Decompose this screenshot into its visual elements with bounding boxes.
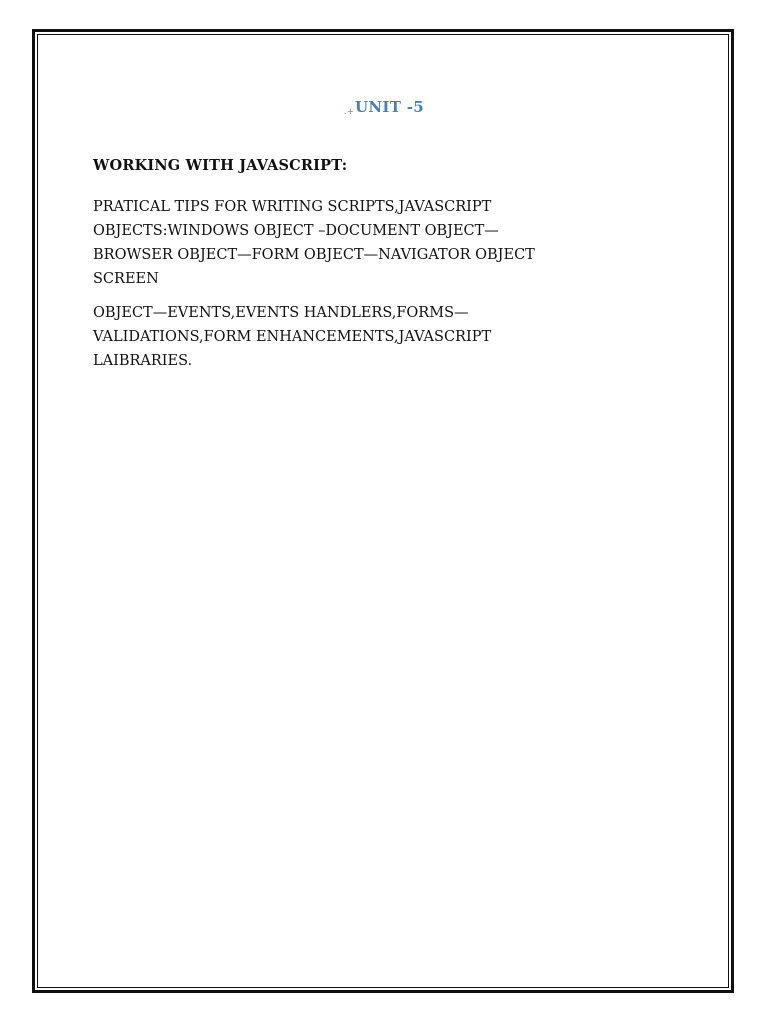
paragraph-topics-2 [93,301,673,373]
paragraph-line: VALIDATIONS,FORM ENHANCEMENTS,JAVASCRIPT [93,329,492,345]
paragraph-line: OBJECTS:WINDOWS OBJECT –DOCUMENT OBJECT— [93,223,499,239]
heading-mark: ․+ [344,107,354,116]
paragraph-line: PRATICAL TIPS FOR WRITING SCRIPTS,JAVASCRIPT [93,199,492,215]
paragraph-line: SCREEN [93,271,159,287]
paragraph-topics-1 [93,195,673,291]
paragraph-line: OBJECT—EVENTS,EVENTS HANDLERS,FORMS— [93,305,469,321]
section-title: WORKING WITH JAVASCRIPT: [93,157,348,174]
paragraph-line: BROWSER OBJECT—FORM OBJECT—NAVIGATOR OBJECT [93,247,535,263]
unit-title: UNIT -5 [355,98,424,116]
unit-heading [0,98,768,116]
paragraph-line: LAIBRARIES. [93,353,193,369]
document-body [93,154,673,383]
